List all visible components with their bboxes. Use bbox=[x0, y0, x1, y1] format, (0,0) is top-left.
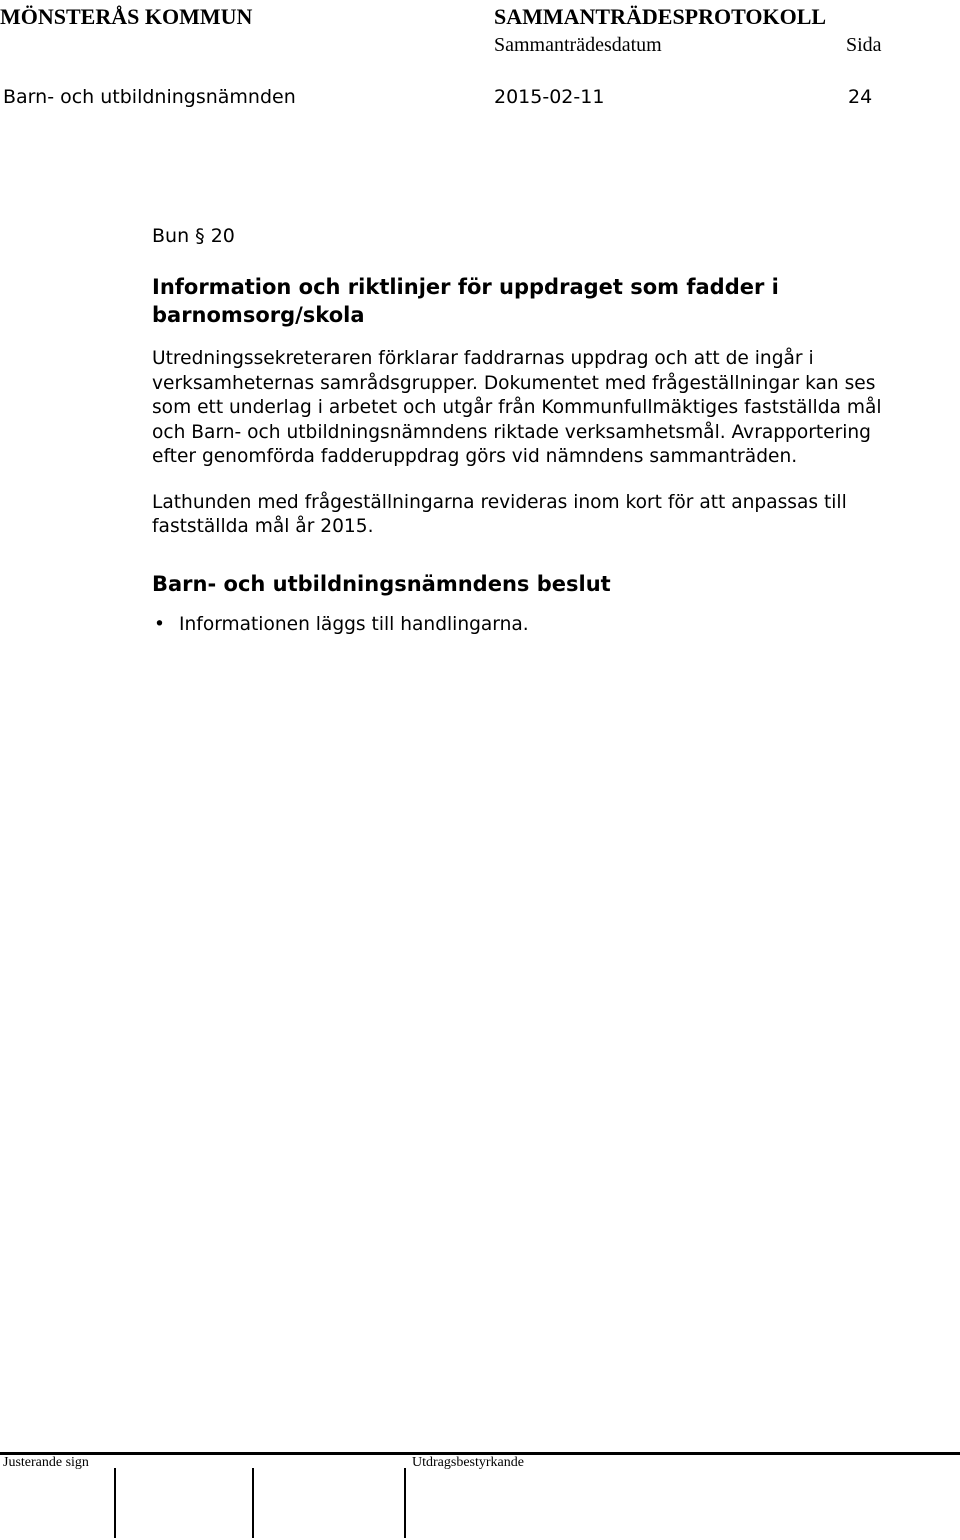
body-paragraph: Utredningssekreteraren förklarar faddrarnas uppdrag och att de ingår i verksamheternas samrådsgrupper. Dokumentet med frågeställningar kan ses som ett underlag i arbetet och utgår från Kommunfullmäktiges fastställda mål och Barn- och utbildningsnämndens riktade verksamhetsmål. Avrapportering efter genomförda fadderuppdrag görs vid nämndens sammanträden. bbox=[152, 348, 882, 467]
signature-divider bbox=[114, 1468, 116, 1538]
decision-item bbox=[152, 612, 892, 637]
body-paragraph: Lathunden med frågeställningarna revideras inom kort för att anpassas till fastställda mål år 2015. bbox=[152, 491, 847, 537]
paragraf-number: Bun § 20 bbox=[152, 225, 235, 247]
signature-divider bbox=[252, 1468, 254, 1538]
date-label: Sammanträdesdatum bbox=[494, 34, 662, 56]
organization-name: MÖNSTERÅS KOMMUN bbox=[0, 4, 253, 29]
document-type: SAMMANTRÄDESPROTOKOLL bbox=[494, 4, 827, 29]
signature-divider bbox=[404, 1468, 406, 1538]
page-label: Sida bbox=[846, 34, 882, 56]
utdragsbestyrkande-label: Utdragsbestyrkande bbox=[412, 1455, 524, 1470]
decision-item-text: Informationen läggs till handlingarna. bbox=[179, 613, 529, 635]
decision-heading: Barn- och utbildningsnämndens beslut bbox=[152, 571, 611, 596]
meeting-date: 2015-02-11 bbox=[494, 86, 605, 108]
main-content bbox=[152, 224, 892, 637]
page-number: 24 bbox=[848, 86, 873, 108]
justerande-sign-label: Justerande sign bbox=[3, 1455, 89, 1470]
section-title: Information och riktlinjer för uppdraget som fadder i barnomsorg/skola bbox=[152, 275, 779, 327]
bullet-icon: • bbox=[154, 613, 165, 635]
committee-name: Barn- och utbildningsnämnden bbox=[3, 86, 296, 108]
decision-list bbox=[152, 612, 892, 637]
